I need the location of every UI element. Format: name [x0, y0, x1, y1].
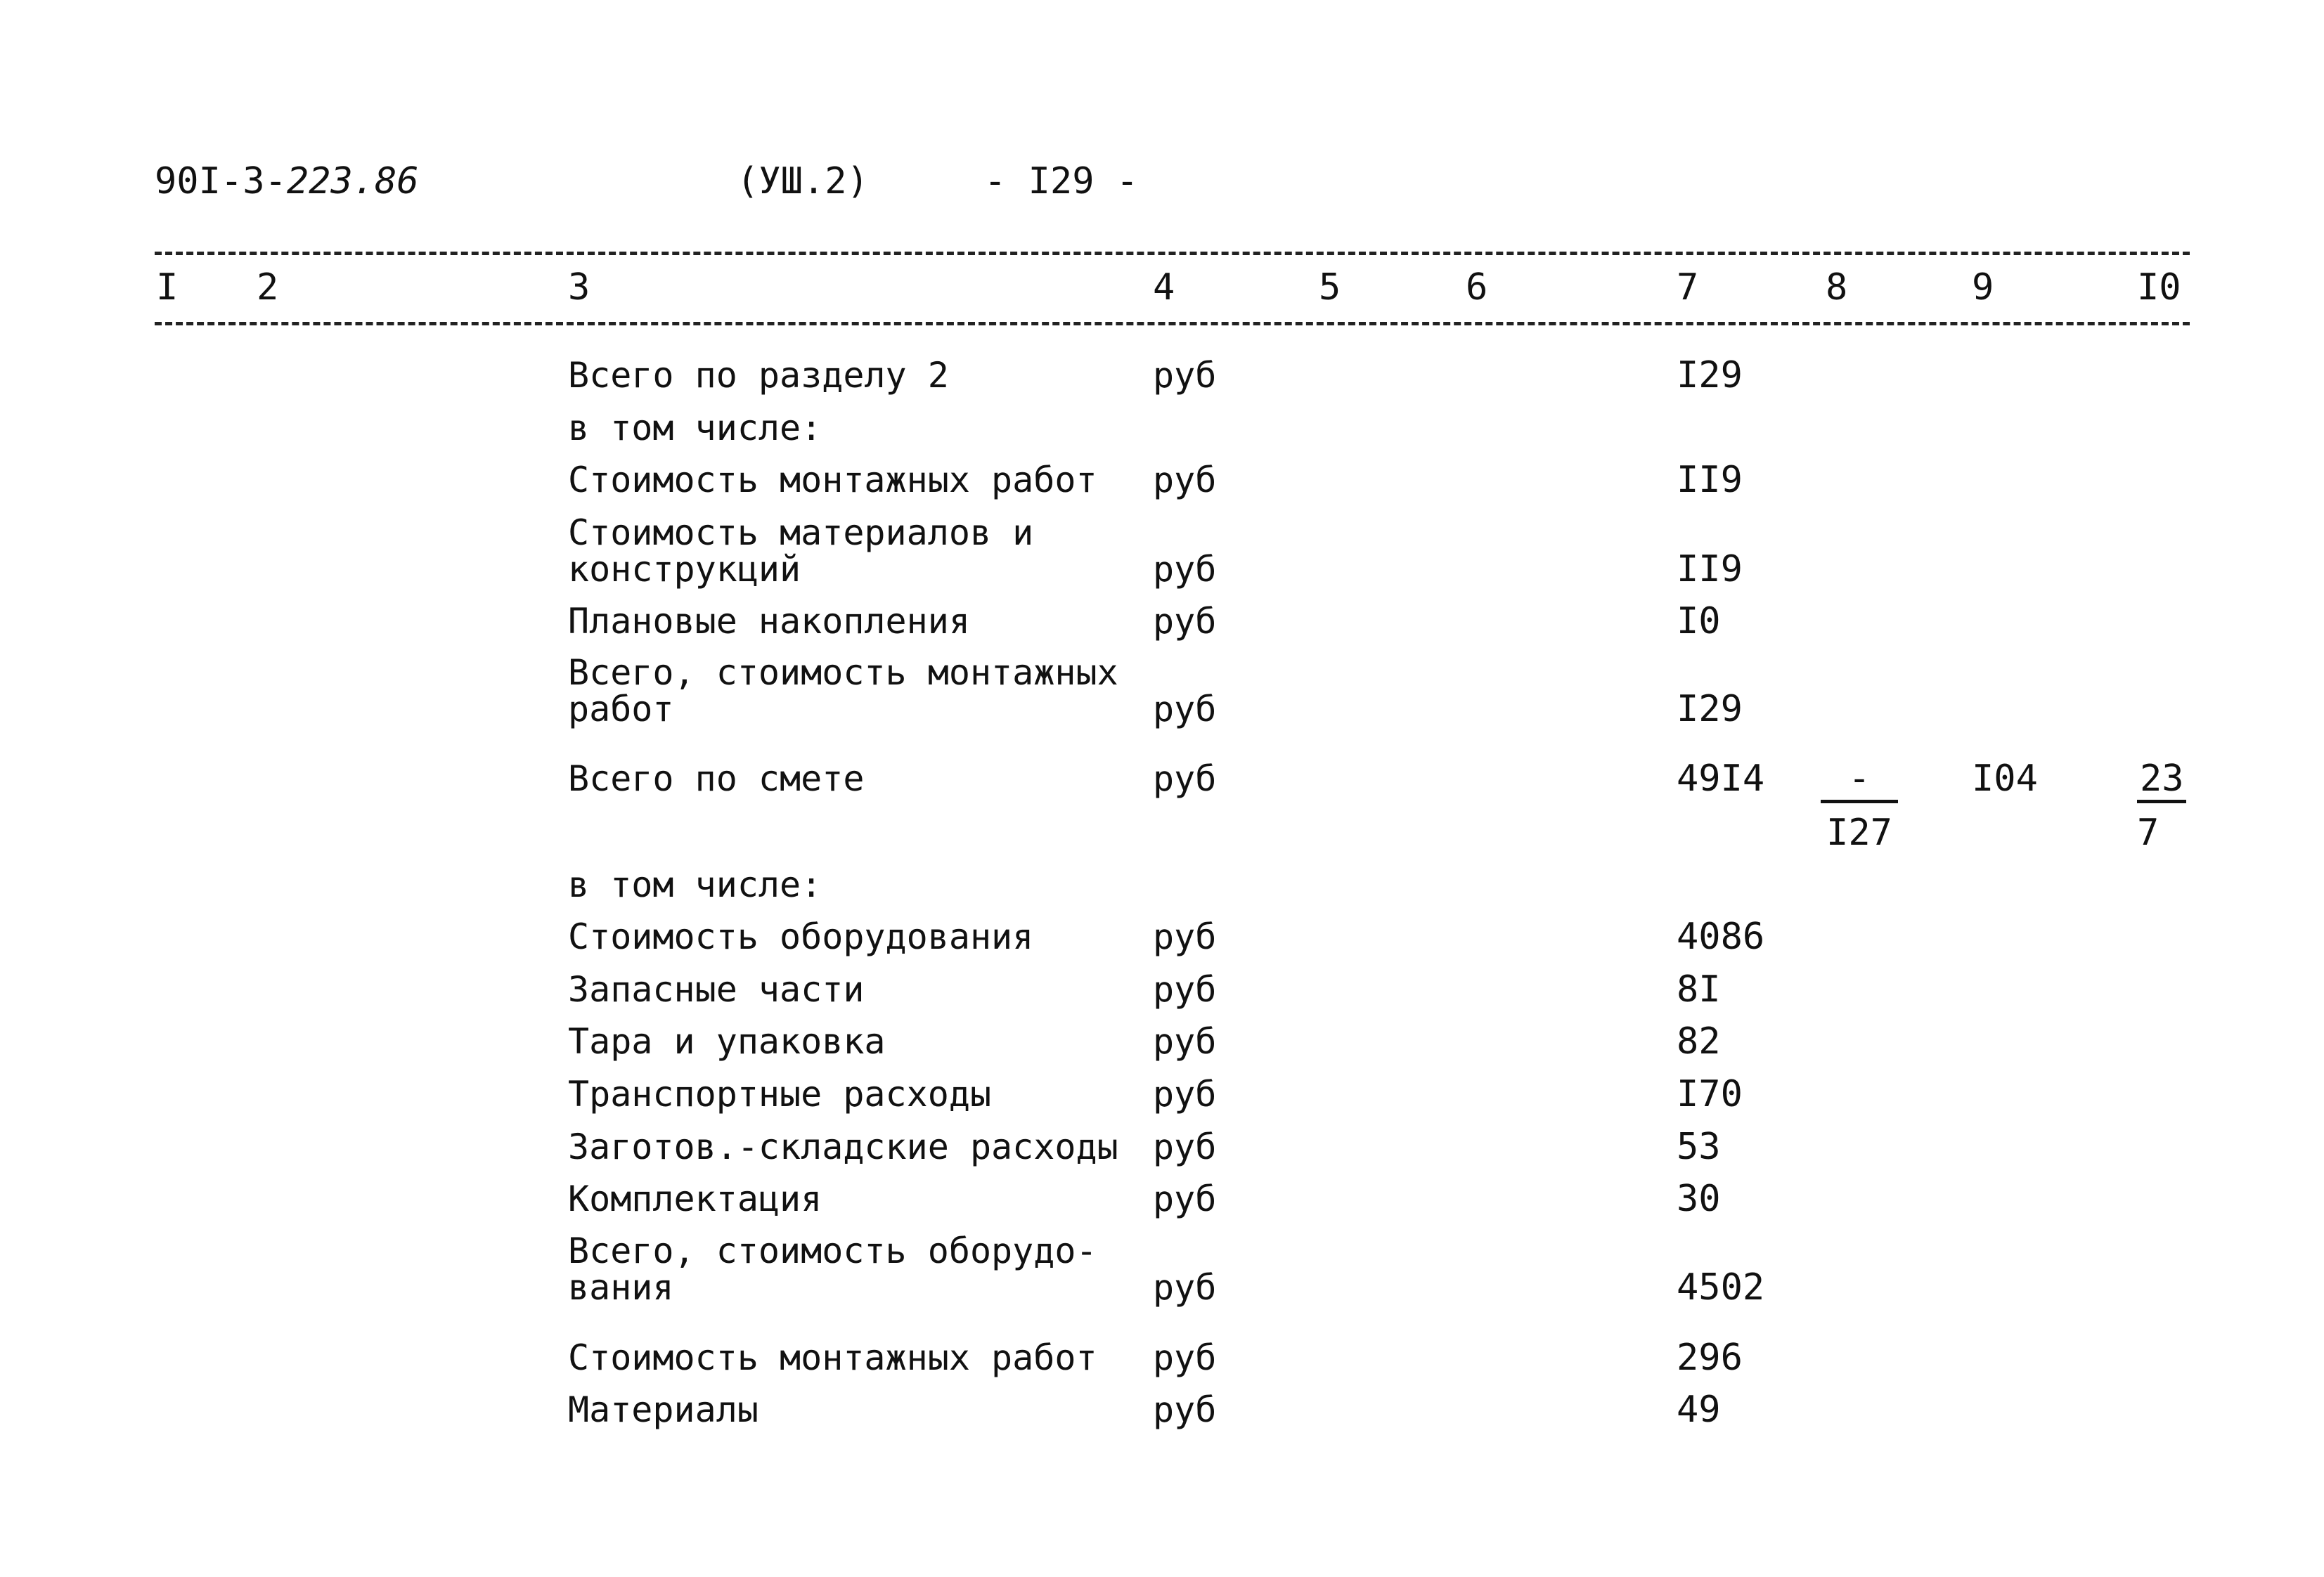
column-number: 3	[568, 266, 590, 309]
amount: 82	[1677, 1020, 1721, 1063]
unit: руб	[1153, 355, 1217, 396]
column-number: 4	[1153, 266, 1175, 309]
item-name: Всего по смете	[568, 758, 865, 799]
unit: руб	[1153, 1267, 1217, 1308]
amount: II9	[1677, 548, 1743, 590]
page-number: - I29 -	[984, 160, 1139, 202]
item-name: Стоимость монтажных работ	[568, 460, 1097, 500]
unit: руб	[1153, 1127, 1217, 1167]
unit: руб	[1153, 758, 1217, 799]
unit: руб	[1153, 601, 1217, 642]
item-name: Комплектация	[568, 1179, 822, 1219]
amount: 4502	[1677, 1266, 1765, 1309]
amount: 30	[1677, 1178, 1721, 1220]
unit: руб	[1153, 1389, 1217, 1430]
column-number: I0	[2137, 266, 2181, 309]
amount: 49I4	[1677, 758, 1765, 800]
unit: руб	[1153, 460, 1217, 500]
unit: руб	[1153, 689, 1217, 729]
column-number: 6	[1466, 266, 1488, 309]
unit: руб	[1153, 549, 1217, 590]
unit: руб	[1153, 916, 1217, 957]
item-name: Заготов.-складские расходы	[568, 1127, 1118, 1167]
fraction-numerator: 23	[2137, 760, 2186, 803]
item-name: Всего, стоимость монтажных работ	[568, 652, 1118, 729]
unit: руб	[1153, 1074, 1217, 1115]
amount: I29	[1677, 354, 1743, 396]
amount: I70	[1677, 1073, 1743, 1115]
unit: руб	[1153, 1337, 1217, 1378]
document-code-handwritten: 223.86	[286, 160, 419, 202]
col8-fraction	[1821, 758, 1898, 854]
section-code: (УШ.2)	[737, 160, 869, 202]
column-number: 8	[1826, 266, 1848, 309]
table-header-border	[155, 322, 2190, 325]
item-name: Всего по разделу 2	[568, 355, 949, 396]
amount: I29	[1677, 688, 1743, 730]
item-name: в том числе:	[568, 408, 822, 448]
item-name: Тара и упаковка	[568, 1021, 886, 1062]
amount: 4086	[1677, 916, 1765, 958]
document-code	[155, 160, 419, 202]
amount: 296	[1677, 1337, 1743, 1379]
amount: II9	[1677, 459, 1743, 501]
amount: 53	[1677, 1126, 1721, 1168]
item-name: Материалы	[568, 1389, 758, 1430]
amount: I0	[1677, 600, 1721, 642]
item-name: Стоимость материалов и конструкций	[568, 512, 1034, 590]
document-code-printed: 90I-3-	[155, 160, 287, 202]
col10-fraction	[2137, 758, 2186, 854]
item-name: в том числе:	[568, 864, 822, 905]
column-number: 9	[1972, 266, 1994, 309]
unit: руб	[1153, 1179, 1217, 1219]
col9-value: I04	[1972, 758, 2038, 800]
unit: руб	[1153, 1021, 1217, 1062]
unit: руб	[1153, 969, 1217, 1010]
item-name: Плановые накопления	[568, 601, 970, 642]
item-name: Стоимость монтажных работ	[568, 1337, 1097, 1378]
item-name: Всего, стоимость оборудо- вания	[568, 1231, 1097, 1308]
column-number: 2	[257, 266, 279, 309]
column-number: 5	[1319, 266, 1341, 309]
amount: 49	[1677, 1389, 1721, 1431]
table-top-border	[155, 252, 2190, 255]
fraction-denominator: 7	[2137, 812, 2160, 854]
column-number: 7	[1677, 266, 1699, 309]
item-name: Стоимость оборудования	[568, 916, 1034, 957]
item-name: Транспортные расходы	[568, 1074, 992, 1115]
fraction-denominator: I27	[1826, 812, 1892, 854]
item-name: Запасные части	[568, 969, 865, 1010]
amount: 8I	[1677, 968, 1721, 1011]
column-number: I	[156, 266, 179, 309]
fraction-numerator: -	[1821, 760, 1898, 803]
